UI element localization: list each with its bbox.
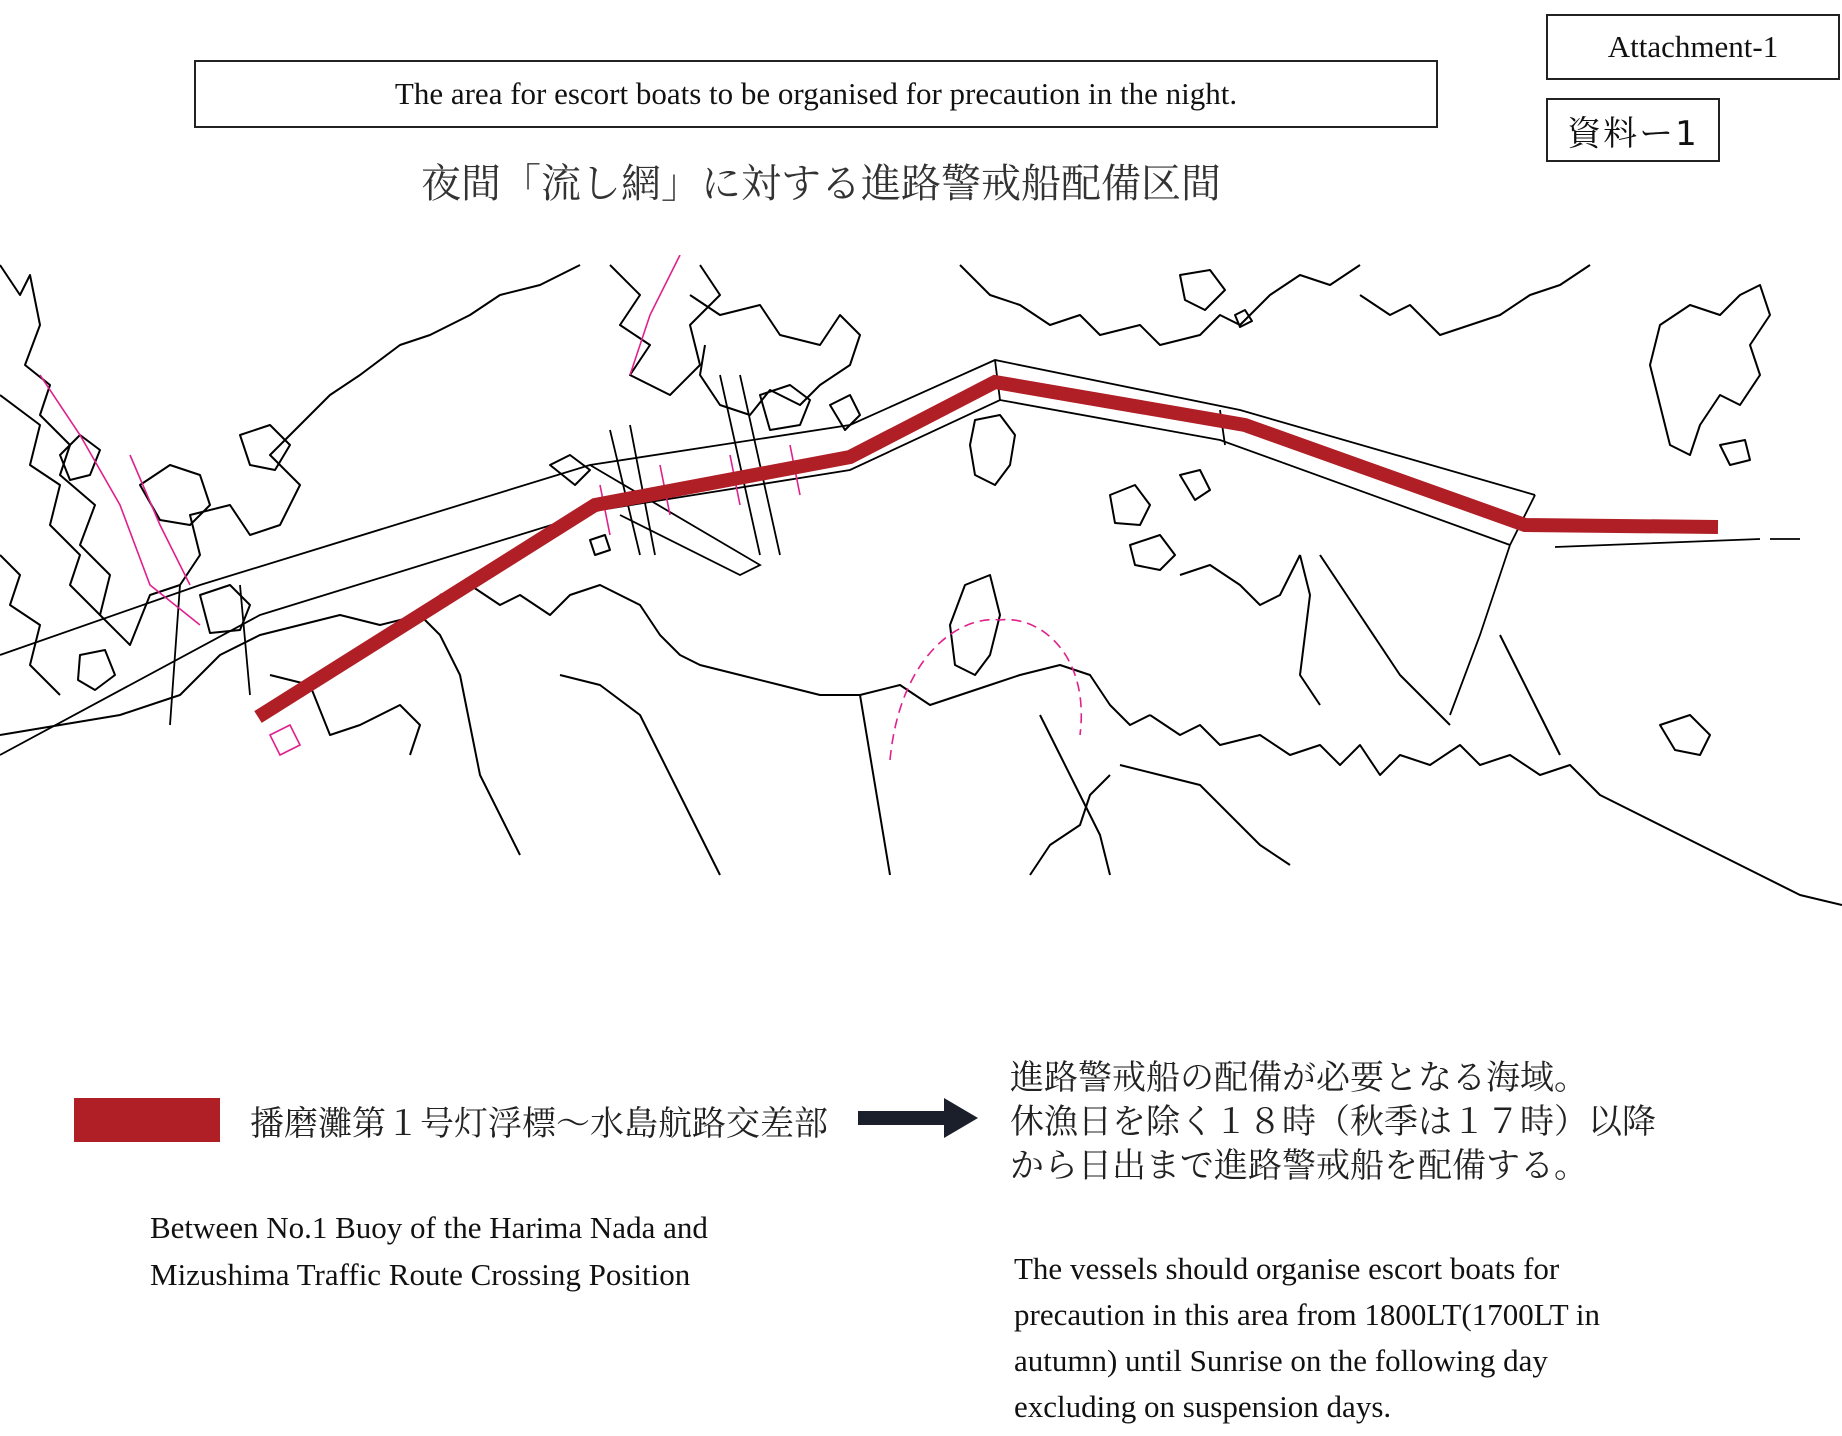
coastline [0,265,1842,905]
boundary-lines [40,255,1081,760]
arrow-right-icon [858,1098,978,1138]
description-en [1014,1246,1600,1430]
title-en: The area for escort boats to be organised for precaution in the night. [394,76,1238,111]
description-jp-line: から日出まで進路警戒船を配備する。 [1010,1146,1588,1186]
route-legend-en-line: Mizushima Traffic Route Crossing Position [150,1257,691,1292]
description-en-line: The vessels should organise escort boats for [1014,1251,1560,1286]
shiryo-label: 資料ー1 [1567,113,1699,154]
route-legend-en-line: Between No.1 Buoy of the Harima Nada and [150,1210,708,1245]
attachment-label: Attachment-1 [1607,29,1779,64]
sea-area-map [0,255,1842,1015]
description-en-line: precaution in this area from 1800LT(1700LT in [1014,1297,1601,1332]
title-jp: 夜間「流し網」に対する進路警戒船配備区間 [421,161,1221,207]
route-legend-label-jp: 播磨灘第１号灯浮標～水島航路交差部 [250,1104,828,1144]
route-legend-swatch [74,1098,220,1142]
description-en-line: excluding on suspension days. [1014,1389,1392,1424]
description-jp-line: 休漁日を除く１８時（秋季は１７時）以降 [1010,1102,1656,1142]
attachment-box [1546,14,1840,80]
description-jp-line: 進路警戒船の配備が必要となる海域。 [1010,1058,1588,1098]
escort-route-line [258,382,1718,717]
description-jp [1010,1056,1656,1188]
route-legend-label-en [150,1204,708,1298]
title-box [194,60,1438,128]
description-en-line: autumn) until Sunrise on the following day [1014,1343,1548,1378]
